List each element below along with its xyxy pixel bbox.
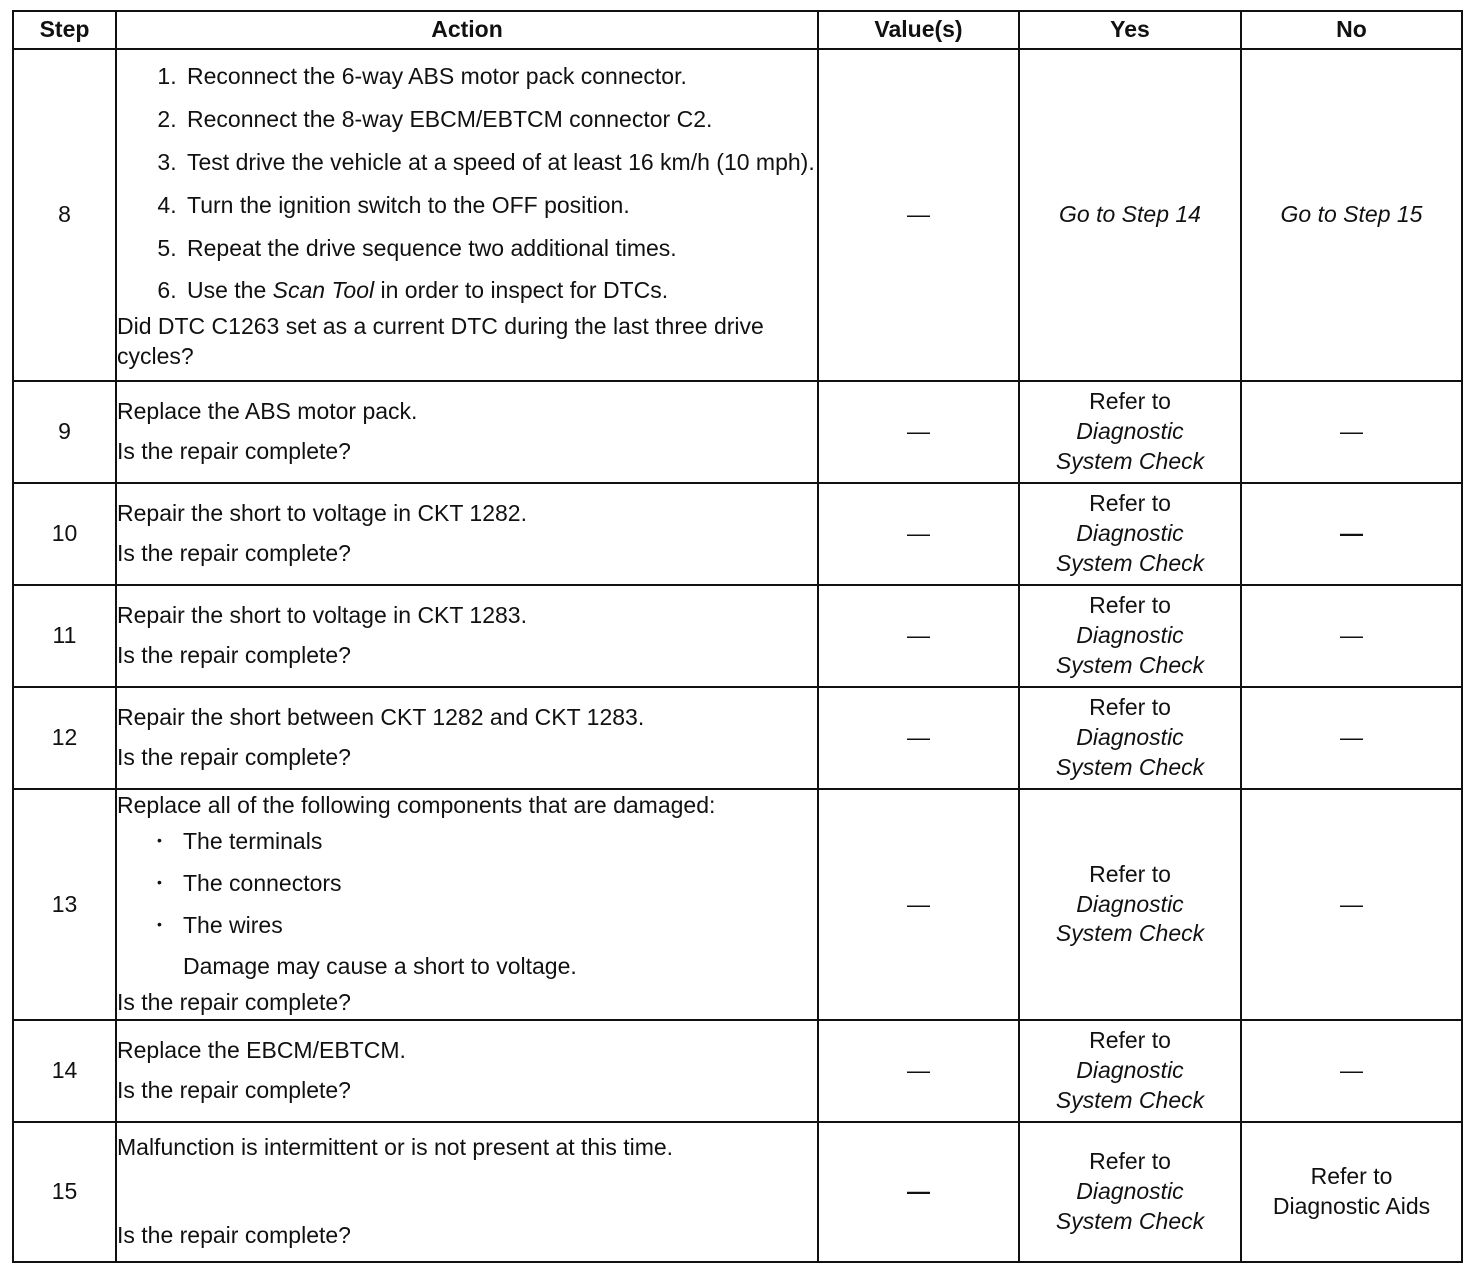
action-text: Malfunction is intermittent or is not present at this time. bbox=[117, 1134, 674, 1161]
question-text: Did DTC C1263 set as a current DTC during the last three drive cycles? bbox=[117, 313, 764, 370]
yes-refer-diagnostic-system-check[interactable] bbox=[1019, 483, 1241, 585]
yes-refer-diagnostic-system-check[interactable] bbox=[1019, 585, 1241, 687]
action-text: Replace the EBCM/EBTCM. bbox=[117, 1037, 406, 1064]
yes-refer-diagnostic-system-check[interactable] bbox=[1019, 687, 1241, 789]
question-text: Is the repair complete? bbox=[117, 989, 351, 1016]
table-row-step-13 bbox=[13, 789, 1462, 1020]
action-text: Replace the ABS motor pack. bbox=[117, 398, 418, 425]
list-item: • The connectors bbox=[183, 869, 817, 899]
action-steps-list bbox=[117, 62, 817, 306]
refer-to-text: Refer to bbox=[1089, 388, 1171, 415]
table-row-step-12 bbox=[13, 687, 1462, 789]
action-text: Repair the short to voltage in CKT 1282. bbox=[117, 500, 527, 527]
header-values: Value(s) bbox=[818, 11, 1019, 49]
list-item: 4. Turn the ignition switch to the OFF position. bbox=[183, 191, 817, 221]
header-yes: Yes bbox=[1019, 11, 1241, 49]
action-text: Replace all of the following components that are damaged: bbox=[117, 791, 716, 818]
system-check-link: System Check bbox=[1055, 651, 1205, 678]
diagnostic-link: Diagnostic bbox=[1076, 890, 1184, 917]
table-row-step-8 bbox=[13, 49, 1462, 381]
action-cell bbox=[116, 1122, 818, 1262]
header-row bbox=[13, 11, 1462, 49]
no-go-to-step-15[interactable]: Go to Step 15 bbox=[1241, 49, 1462, 381]
step-number: 14 bbox=[13, 1020, 116, 1122]
action-text: Repair the short between CKT 1282 and CKT 1283. bbox=[117, 704, 645, 731]
list-item bbox=[183, 276, 817, 306]
no-cell: — bbox=[1241, 687, 1462, 789]
table-row-step-15 bbox=[13, 1122, 1462, 1262]
damage-note: Damage may cause a short to voltage. bbox=[183, 953, 577, 980]
value-cell: — bbox=[818, 49, 1019, 381]
value-cell: — bbox=[818, 381, 1019, 483]
diagnostic-link: Diagnostic bbox=[1076, 1178, 1184, 1205]
refer-to-text: Refer to bbox=[1089, 1027, 1171, 1054]
yes-refer-diagnostic-system-check[interactable] bbox=[1019, 381, 1241, 483]
value-cell: — bbox=[818, 687, 1019, 789]
step-number: 12 bbox=[13, 687, 116, 789]
question-text: Is the repair complete? bbox=[117, 1077, 351, 1103]
diagnostic-table bbox=[12, 10, 1463, 1263]
diagnostic-link: Diagnostic bbox=[1076, 418, 1184, 445]
no-cell: — bbox=[1241, 585, 1462, 687]
action-cell bbox=[116, 1020, 818, 1122]
table-row-step-11 bbox=[13, 585, 1462, 687]
action-cell bbox=[116, 585, 818, 687]
question-text: Is the repair complete? bbox=[117, 438, 351, 464]
action-cell bbox=[116, 49, 818, 381]
diagnostic-aids-link: Diagnostic Aids bbox=[1272, 1193, 1431, 1219]
no-cell: — bbox=[1241, 483, 1462, 585]
question-text: Is the repair complete? bbox=[117, 1222, 351, 1248]
list-item: 5. Repeat the drive sequence two additional times. bbox=[183, 234, 817, 264]
action-cell bbox=[116, 483, 818, 585]
components-list bbox=[117, 827, 817, 941]
value-cell: — bbox=[818, 483, 1019, 585]
value-cell: — bbox=[818, 1122, 1019, 1262]
system-check-link: System Check bbox=[1055, 753, 1205, 780]
step-number: 9 bbox=[13, 381, 116, 483]
refer-to-text: Refer to bbox=[1089, 490, 1171, 517]
header-step: Step bbox=[13, 11, 116, 49]
action-cell bbox=[116, 789, 818, 1020]
list-item: • The terminals bbox=[183, 827, 817, 857]
system-check-link: System Check bbox=[1055, 447, 1205, 474]
step-number: 13 bbox=[13, 789, 116, 1020]
scan-tool-term: Scan Tool bbox=[272, 277, 375, 304]
yes-refer-diagnostic-system-check[interactable] bbox=[1019, 789, 1241, 1020]
table-row-step-10 bbox=[13, 483, 1462, 585]
table-row-step-14 bbox=[13, 1020, 1462, 1122]
yes-refer-diagnostic-system-check[interactable] bbox=[1019, 1020, 1241, 1122]
diagnostic-link: Diagnostic bbox=[1076, 724, 1184, 751]
list-item: 1. Reconnect the 6-way ABS motor pack connector. bbox=[183, 62, 817, 92]
yes-go-to-step-14[interactable]: Go to Step 14 bbox=[1019, 49, 1241, 381]
system-check-link: System Check bbox=[1055, 1207, 1205, 1234]
diagnostic-link: Diagnostic bbox=[1076, 520, 1184, 547]
table-row-step-9 bbox=[13, 381, 1462, 483]
no-cell: — bbox=[1241, 1020, 1462, 1122]
refer-to-text: Refer to bbox=[1089, 694, 1171, 721]
diagnostic-link: Diagnostic bbox=[1076, 1057, 1184, 1084]
question-text: Is the repair complete? bbox=[117, 642, 351, 668]
header-action: Action bbox=[116, 11, 818, 49]
header-no: No bbox=[1241, 11, 1462, 49]
system-check-link: System Check bbox=[1055, 1086, 1205, 1113]
value-cell: — bbox=[818, 585, 1019, 687]
system-check-link: System Check bbox=[1055, 549, 1205, 576]
step-number: 11 bbox=[13, 585, 116, 687]
value-cell: — bbox=[818, 789, 1019, 1020]
no-cell: — bbox=[1241, 381, 1462, 483]
step-number: 10 bbox=[13, 483, 116, 585]
yes-refer-diagnostic-system-check[interactable] bbox=[1019, 1122, 1241, 1262]
question-text: Is the repair complete? bbox=[117, 744, 351, 770]
list-item: 3. Test drive the vehicle at a speed of at least 16 km/h (10 mph). bbox=[183, 148, 817, 178]
list-item: 2. Reconnect the 8-way EBCM/EBTCM connector C2. bbox=[183, 105, 817, 135]
no-refer-diagnostic-aids[interactable] bbox=[1241, 1122, 1462, 1262]
action-cell bbox=[116, 687, 818, 789]
value-cell: — bbox=[818, 1020, 1019, 1122]
action-text: Use the bbox=[187, 277, 267, 304]
action-text: in order to inspect for DTCs. bbox=[380, 277, 669, 304]
refer-to-text: Refer to bbox=[1310, 1163, 1393, 1190]
refer-to-text: Refer to bbox=[1089, 860, 1171, 887]
action-cell bbox=[116, 381, 818, 483]
refer-to-text: Refer to bbox=[1089, 1148, 1171, 1175]
list-item: • The wires bbox=[183, 911, 817, 941]
no-cell: — bbox=[1241, 789, 1462, 1020]
step-number: 8 bbox=[13, 49, 116, 381]
refer-to-text: Refer to bbox=[1089, 592, 1171, 619]
question-text: Is the repair complete? bbox=[117, 540, 351, 566]
diagnostic-link: Diagnostic bbox=[1076, 622, 1184, 649]
action-text: Repair the short to voltage in CKT 1283. bbox=[117, 602, 527, 629]
system-check-link: System Check bbox=[1055, 920, 1205, 947]
step-number: 15 bbox=[13, 1122, 116, 1262]
